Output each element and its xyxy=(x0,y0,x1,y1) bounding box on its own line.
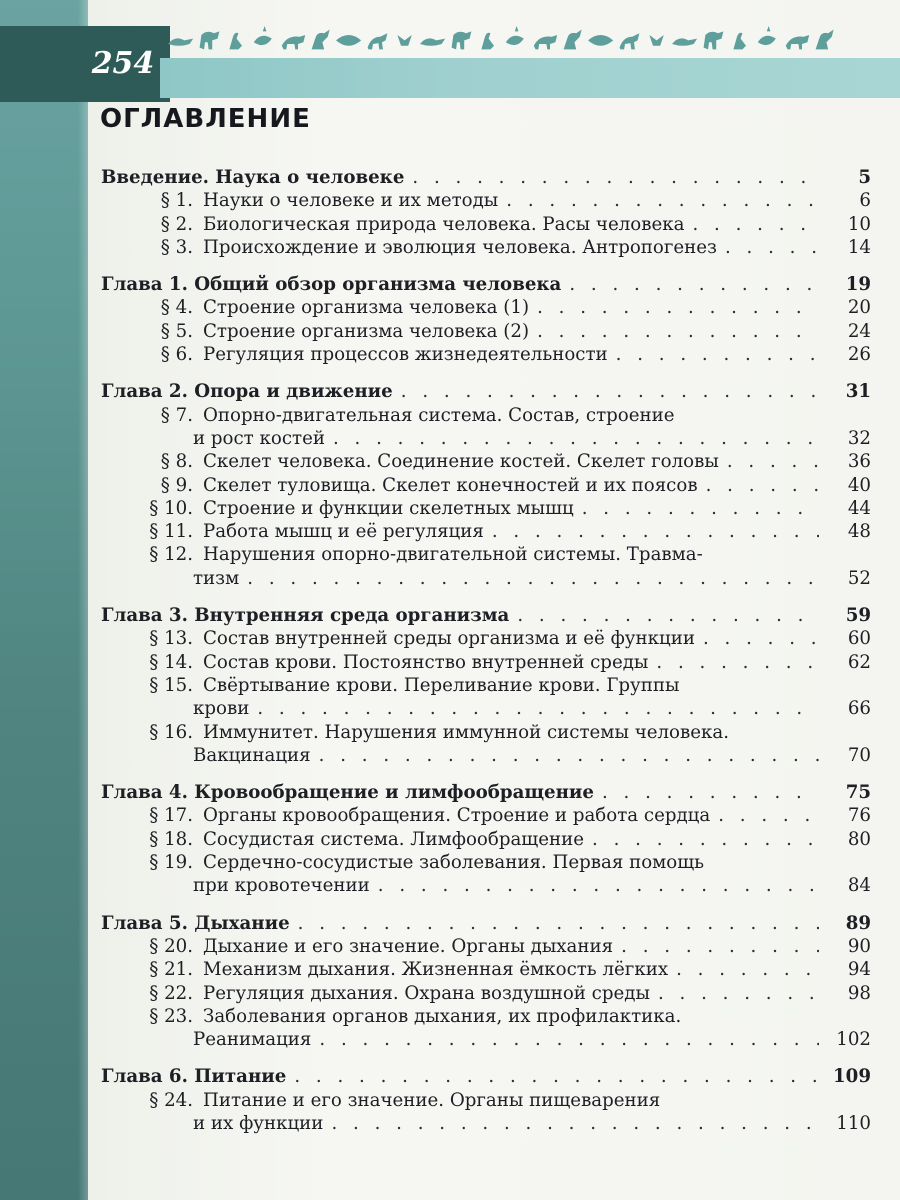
toc-section-entry[interactable] xyxy=(101,520,871,543)
animal-silhouette xyxy=(534,35,557,49)
toc-section-title: Механизм дыхания. Жизненная ёмкость лёгких xyxy=(203,959,669,981)
toc-section-title: Нарушения опорно-двигательной системы. Травма- xyxy=(203,544,703,566)
toc-chapter-entry[interactable] xyxy=(101,604,871,627)
toc-section-continuation[interactable] xyxy=(101,427,871,450)
toc-leader-dots xyxy=(582,497,819,520)
toc-page-number: 110 xyxy=(836,1112,871,1134)
toc-leader-dots xyxy=(703,627,819,650)
toc-leader-dots xyxy=(401,380,819,403)
toc-section-entry[interactable] xyxy=(101,543,871,566)
toc-section-entry[interactable] xyxy=(101,343,871,366)
toc-page-number: 66 xyxy=(847,698,871,720)
toc-section-number: § 19. xyxy=(149,852,193,874)
toc-section-number: § 11. xyxy=(149,521,193,543)
animal-silhouette xyxy=(786,35,809,49)
toc-page-number: 90 xyxy=(847,935,871,957)
toc-page-number: 70 xyxy=(847,744,871,766)
toc-chapter-entry[interactable] xyxy=(101,166,871,189)
toc-page-number: 60 xyxy=(847,628,871,650)
toc-leader-dots xyxy=(727,450,819,473)
toc-section-entry[interactable] xyxy=(101,1005,871,1028)
toc-section-title: Органы кровообращения. Строение и работа сердца xyxy=(203,805,711,827)
toc-section-number: § 12. xyxy=(149,544,193,566)
toc-section-number: § 13. xyxy=(149,628,193,650)
toc-leader-dots xyxy=(319,744,819,767)
toc-page-number: 80 xyxy=(847,828,871,850)
toc-leader-dots xyxy=(658,982,819,1005)
toc-section-title: Строение и функции скелетных мышц xyxy=(203,497,574,519)
toc-section-entry[interactable] xyxy=(101,320,871,343)
toc-section-number: § 3. xyxy=(160,236,193,258)
toc-leader-dots xyxy=(537,320,819,343)
toc-section-entry[interactable] xyxy=(101,213,871,236)
toc-section-number: § 14. xyxy=(149,651,193,673)
toc-page-number: 102 xyxy=(836,1029,871,1051)
toc-page-number: 75 xyxy=(845,782,871,804)
toc-section-number: § 2. xyxy=(160,213,193,235)
toc-chapter-title: Глава 2. Опора и движение xyxy=(101,381,393,403)
toc-page-number: 19 xyxy=(845,274,871,296)
toc-leader-dots xyxy=(412,166,819,189)
toc-leader-dots xyxy=(725,236,819,259)
animal-silhouette xyxy=(229,33,242,50)
toc-leader-dots xyxy=(592,828,819,851)
animal-silhouette xyxy=(397,35,411,46)
toc-leader-dots xyxy=(569,273,819,296)
toc-leader-dots xyxy=(331,1112,819,1135)
toc-chapter-title: Глава 4. Кровообращение и лимфообращение xyxy=(101,782,594,804)
toc-section-title: Свёртывание крови. Переливание крови. Группы xyxy=(203,674,680,696)
toc-leader-dots xyxy=(319,1028,819,1051)
toc-section-continuation[interactable] xyxy=(101,697,871,720)
animal-silhouette xyxy=(420,38,445,45)
toc-section-title-continued: при кровотечении xyxy=(193,875,370,897)
animal-silhouette xyxy=(368,33,388,49)
toc-section-number: § 20. xyxy=(149,935,193,957)
toc-section-entry[interactable] xyxy=(101,236,871,259)
toc-page-number: 36 xyxy=(847,451,871,473)
toc-chapter-entry[interactable] xyxy=(101,781,871,804)
toc-section-entry[interactable] xyxy=(101,935,871,958)
toc-page-number: 52 xyxy=(847,567,871,589)
toc-section-entry[interactable] xyxy=(101,651,871,674)
toc-page-number: 48 xyxy=(847,521,871,543)
toc-section-title-continued: Реанимация xyxy=(193,1029,312,1051)
toc-leader-dots xyxy=(706,474,819,497)
toc-section-number: § 16. xyxy=(149,721,193,743)
animal-silhouette xyxy=(282,35,305,49)
toc-section-continuation[interactable] xyxy=(101,744,871,767)
toc-section-title-continued: тизм xyxy=(193,567,240,589)
toc-leader-dots xyxy=(517,604,819,627)
animal-silhouette xyxy=(649,35,663,46)
toc-chapter-title: Глава 5. Дыхание xyxy=(101,912,290,934)
animal-silhouette xyxy=(312,30,330,50)
toc-section-title: Скелет человека. Соединение костей. Скелет головы xyxy=(203,451,719,473)
toc-section-number: § 15. xyxy=(149,674,193,696)
toc-leader-dots xyxy=(621,935,819,958)
toc-section-continuation[interactable] xyxy=(101,1028,871,1051)
toc-page-number: 26 xyxy=(847,344,871,366)
toc-section-title: Заболевания органов дыхания, их профилактика. xyxy=(203,1005,682,1027)
toc-section-number: § 17. xyxy=(149,805,193,827)
toc-page-number: 109 xyxy=(833,1066,871,1088)
toc-section-number: § 4. xyxy=(160,297,193,319)
toc-leader-dots xyxy=(298,912,819,935)
toc-section-continuation[interactable] xyxy=(101,874,871,897)
toc-section-entry[interactable] xyxy=(101,450,871,473)
toc-section-number: § 8. xyxy=(160,451,193,473)
toc-chapter-entry[interactable] xyxy=(101,1065,871,1088)
animal-silhouette xyxy=(672,38,697,45)
toc-section-number: § 6. xyxy=(160,344,193,366)
animal-silhouette xyxy=(733,33,746,50)
toc-leader-dots xyxy=(333,427,819,450)
toc-leader-dots xyxy=(506,189,819,212)
toc-page-number: 6 xyxy=(859,190,871,212)
toc-section-entry[interactable] xyxy=(101,982,871,1005)
toc-section-title: Состав крови. Постоянство внутренней среды xyxy=(203,651,649,673)
toc-chapter-title: Глава 3. Внутренняя среда организма xyxy=(101,605,510,627)
toc-chapter-entry[interactable] xyxy=(101,380,871,403)
toc-page-number: 32 xyxy=(847,427,871,449)
animal-silhouette xyxy=(758,26,776,45)
toc-section-title: Скелет туловища. Скелет конечностей и их поясов xyxy=(203,474,698,496)
animal-silhouettes-decoration xyxy=(168,24,848,58)
toc-page-number: 24 xyxy=(847,320,871,342)
page-number: 254 xyxy=(91,46,155,81)
toc-section-entry[interactable] xyxy=(101,627,871,650)
animal-silhouette xyxy=(620,33,640,49)
toc-section-entry[interactable] xyxy=(101,404,871,427)
toc-section-entry[interactable] xyxy=(101,721,871,744)
toc-section-title: Дыхание и его значение. Органы дыхания xyxy=(203,935,614,957)
toc-section-entry[interactable] xyxy=(101,851,871,874)
toc-section-title-continued: Вакцинация xyxy=(193,744,311,766)
toc-page-number: 84 xyxy=(847,875,871,897)
table-of-contents xyxy=(101,166,871,1135)
animal-silhouette xyxy=(336,35,361,46)
toc-page-number: 10 xyxy=(847,213,871,235)
animal-silhouette xyxy=(588,35,613,46)
toc-section-title: Строение организма человека (2) xyxy=(203,320,530,342)
toc-section-entry[interactable] xyxy=(101,474,871,497)
toc-section-title: Регуляция процессов жизнедеятельности xyxy=(203,344,608,366)
animal-silhouette xyxy=(564,30,582,50)
toc-section-title: Питание и его значение. Органы пищеварения xyxy=(203,1089,661,1111)
toc-section-number: § 9. xyxy=(160,474,193,496)
page-title: ОГЛАВЛЕНИЕ xyxy=(100,104,311,134)
toc-section-title: Работа мышц и её регуляция xyxy=(203,521,484,543)
toc-section-number: § 23. xyxy=(149,1005,193,1027)
toc-page-number: 94 xyxy=(847,959,871,981)
toc-section-entry[interactable] xyxy=(101,189,871,212)
toc-section-number: § 5. xyxy=(160,320,193,342)
toc-section-number: § 24. xyxy=(149,1089,193,1111)
toc-leader-dots xyxy=(247,567,819,590)
toc-section-title: Строение организма человека (1) xyxy=(203,297,530,319)
toc-section-title: Сердечно-сосудистые заболевания. Первая помощь xyxy=(203,852,705,874)
toc-leader-dots xyxy=(718,804,819,827)
toc-page-number: 89 xyxy=(845,912,871,934)
toc-section-number: § 21. xyxy=(149,959,193,981)
animal-silhouette xyxy=(481,33,494,50)
toc-section-number: § 22. xyxy=(149,982,193,1004)
toc-section-continuation[interactable] xyxy=(101,567,871,590)
toc-leader-dots xyxy=(537,296,819,319)
toc-leader-dots xyxy=(602,781,819,804)
toc-section-entry[interactable] xyxy=(101,674,871,697)
animal-silhouette xyxy=(704,31,724,49)
toc-page-number: 31 xyxy=(845,381,871,403)
animal-silhouette xyxy=(254,26,272,45)
toc-leader-dots xyxy=(294,1065,819,1088)
toc-section-number: § 1. xyxy=(160,190,193,212)
animal-silhouette xyxy=(506,26,524,45)
toc-leader-dots xyxy=(692,213,819,236)
toc-page-number: 76 xyxy=(847,805,871,827)
toc-section-entry[interactable] xyxy=(101,828,871,851)
toc-page-number: 62 xyxy=(847,651,871,673)
toc-section-entry[interactable] xyxy=(101,958,871,981)
toc-section-title: Опорно-двигательная система. Состав, строение xyxy=(203,404,675,426)
toc-chapter-title: Глава 1. Общий обзор организма человека xyxy=(101,274,562,296)
toc-section-continuation[interactable] xyxy=(101,1112,871,1135)
toc-page-number: 98 xyxy=(847,982,871,1004)
toc-page-number: 14 xyxy=(847,236,871,258)
toc-leader-dots xyxy=(257,697,819,720)
toc-section-title: Состав внутренней среды организма и её функции xyxy=(203,628,695,650)
toc-section-title-continued: крови xyxy=(193,698,250,720)
toc-leader-dots xyxy=(676,958,819,981)
animal-silhouette xyxy=(200,31,220,49)
toc-section-title-continued: и их функции xyxy=(193,1112,324,1134)
toc-leader-dots xyxy=(616,343,819,366)
header-band xyxy=(160,58,900,98)
toc-chapter-title: Введение. Наука о человеке xyxy=(101,167,405,188)
toc-section-title: Науки о человеке и их методы xyxy=(203,190,499,212)
toc-section-number: § 7. xyxy=(160,404,193,426)
animal-silhouette xyxy=(816,30,834,50)
toc-page-number: 5 xyxy=(858,167,871,188)
toc-section-entry[interactable] xyxy=(101,804,871,827)
toc-page-number: 59 xyxy=(845,605,871,627)
toc-section-entry[interactable] xyxy=(101,497,871,520)
toc-leader-dots xyxy=(656,651,819,674)
toc-section-title: Сосудистая система. Лимфообращение xyxy=(203,828,584,850)
toc-section-number: § 10. xyxy=(149,497,193,519)
toc-page-number: 20 xyxy=(847,297,871,319)
toc-chapter-entry[interactable] xyxy=(101,273,871,296)
toc-section-title: Происхождение и эволюция человека. Антропогенез xyxy=(203,236,717,258)
toc-chapter-entry[interactable] xyxy=(101,912,871,935)
toc-section-title: Биологическая природа человека. Расы человека xyxy=(203,213,685,235)
toc-section-entry[interactable] xyxy=(101,1089,871,1112)
toc-section-entry[interactable] xyxy=(101,296,871,319)
left-color-band xyxy=(0,0,88,1200)
toc-page-number: 44 xyxy=(847,497,871,519)
toc-section-title: Иммунитет. Нарушения иммунной системы человека. xyxy=(203,721,729,743)
animal-silhouette xyxy=(168,38,193,45)
toc-leader-dots xyxy=(492,520,819,543)
toc-leader-dots xyxy=(378,874,819,897)
toc-section-title: Регуляция дыхания. Охрана воздушной среды xyxy=(203,982,650,1004)
toc-section-title-continued: и рост костей xyxy=(193,427,325,449)
animal-silhouette xyxy=(452,31,472,49)
toc-page-number: 40 xyxy=(847,474,871,496)
toc-chapter-title: Глава 6. Питание xyxy=(101,1066,287,1088)
toc-section-number: § 18. xyxy=(149,828,193,850)
